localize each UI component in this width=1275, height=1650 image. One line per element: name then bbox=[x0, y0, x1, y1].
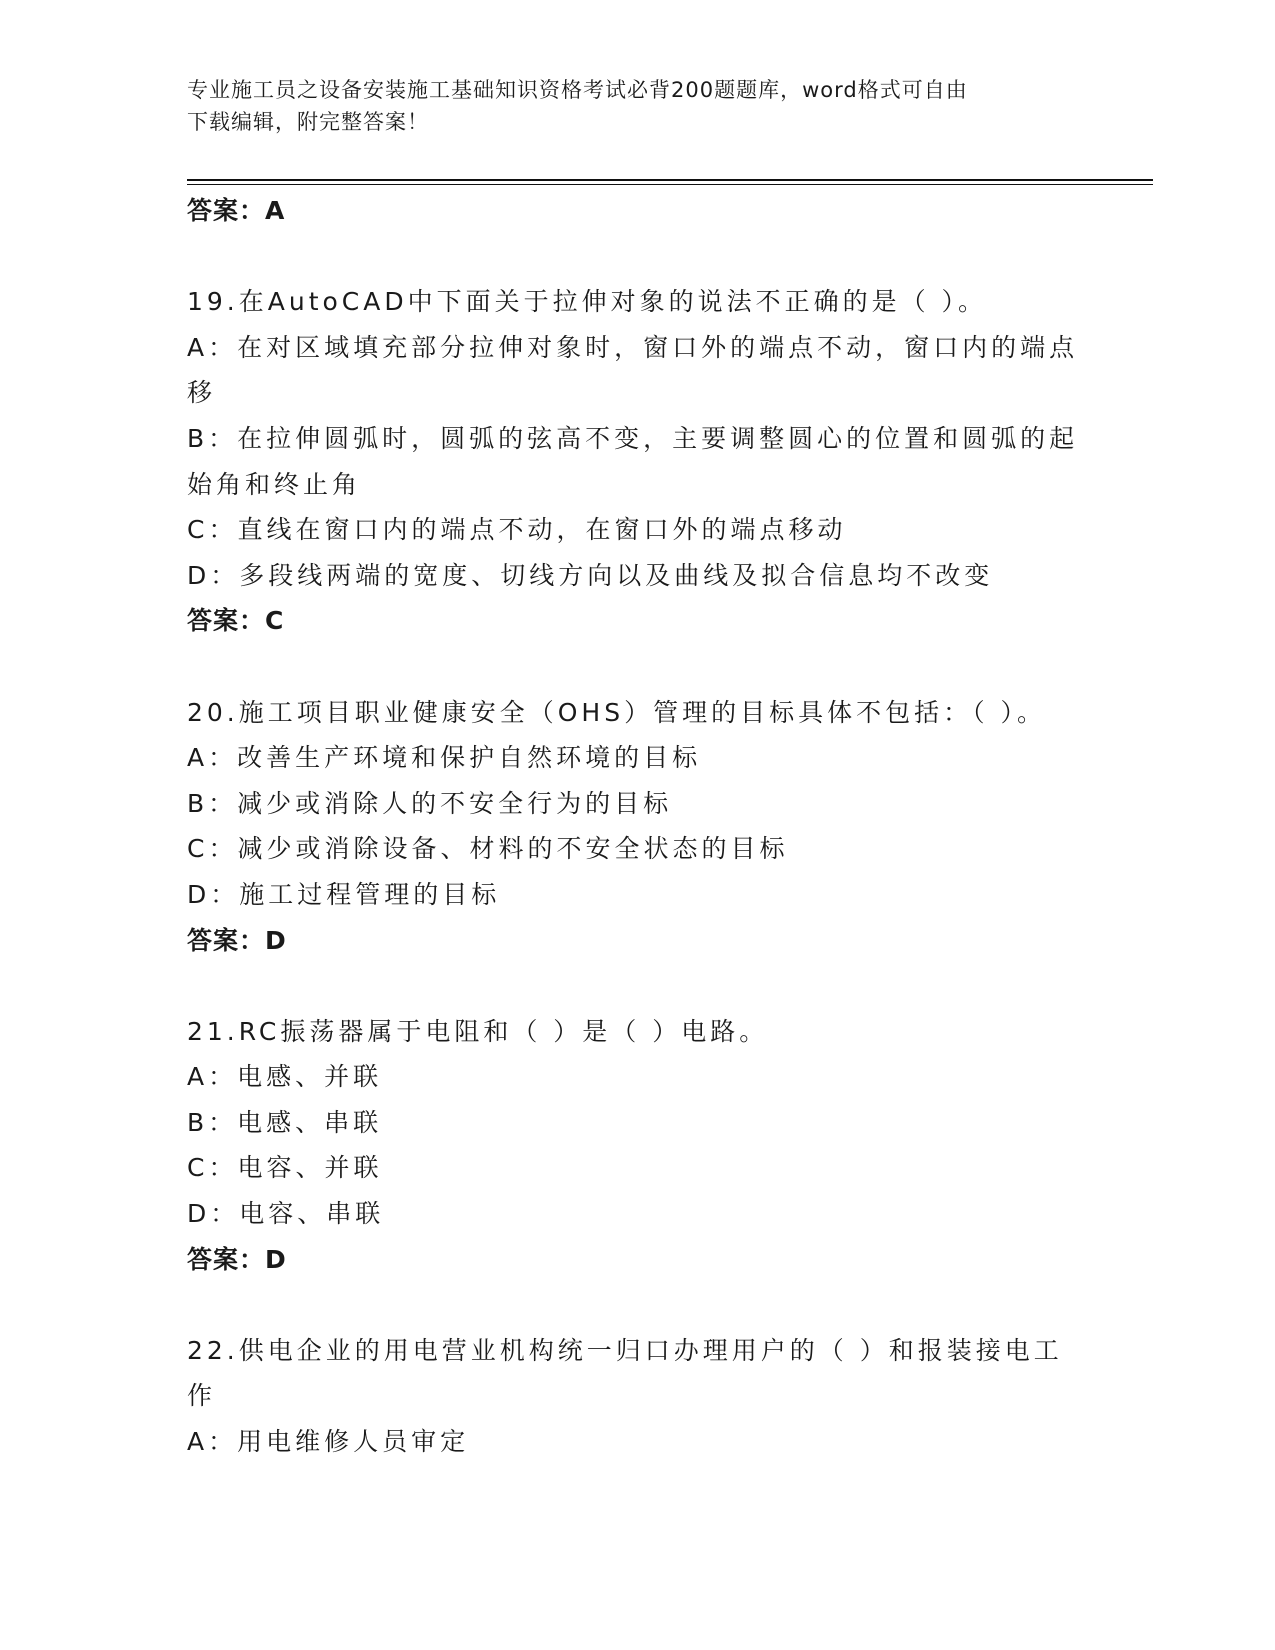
question-19 bbox=[187, 279, 1087, 644]
header-rule-thin bbox=[187, 184, 1153, 185]
question-20-option-b: B：减少或消除人的不安全行为的目标 bbox=[187, 788, 673, 818]
question-22 bbox=[187, 1328, 1087, 1465]
question-19-option-b: B：在拉伸圆弧时，圆弧的弦高不变，主要调整圆心的位置和圆弧的起 bbox=[187, 423, 1079, 453]
header-line-1: 专业施工员之设备安装施工基础知识资格考试必背200题题库，word格式可自由 bbox=[187, 78, 968, 102]
header-line-2: 下载编辑，附完整答案！ bbox=[187, 110, 429, 134]
question-list bbox=[187, 188, 1087, 1465]
question-21-stem: 21.RC振荡器属于电阻和（ ）是（ ）电路。 bbox=[187, 1016, 769, 1046]
question-22-option-a: A：用电维修人员审定 bbox=[187, 1427, 470, 1457]
spacer bbox=[187, 644, 1087, 690]
question-19-stem: 19.在AutoCAD中下面关于拉伸对象的说法不正确的是（ ）。 bbox=[187, 287, 988, 317]
question-21-option-c: C：电容、并联 bbox=[187, 1153, 383, 1183]
question-20-answer: 答案：D bbox=[187, 925, 287, 955]
question-20-option-a: A：改善生产环境和保护自然环境的目标 bbox=[187, 743, 702, 773]
question-19-option-d: D：多段线两端的宽度、切线方向以及曲线及拟合信息均不改变 bbox=[187, 560, 994, 590]
question-21-option-b: B：电感、串联 bbox=[187, 1107, 383, 1137]
spacer bbox=[187, 234, 1087, 280]
spacer bbox=[187, 963, 1087, 1009]
question-21-answer: 答案：D bbox=[187, 1244, 287, 1274]
question-20 bbox=[187, 690, 1087, 964]
question-20-option-d: D：施工过程管理的目标 bbox=[187, 879, 501, 909]
question-21-option-d: D：电容、串联 bbox=[187, 1199, 385, 1229]
question-22-stem: 22.供电企业的用电营业机构统一归口办理用户的（ ）和报装接电工 bbox=[187, 1335, 1063, 1365]
question-22-stem-cont: 作 bbox=[187, 1381, 217, 1411]
question-19-option-c: C：直线在窗口内的端点不动，在窗口外的端点移动 bbox=[187, 515, 847, 545]
question-19-option-b-cont: 始角和终止角 bbox=[187, 469, 362, 499]
page-header bbox=[187, 74, 1067, 138]
question-21-option-a: A：电感、并联 bbox=[187, 1062, 383, 1092]
question-19-option-a-cont: 移 bbox=[187, 378, 217, 408]
header-rule-thick bbox=[187, 179, 1153, 181]
question-20-stem: 20.施工项目职业健康安全（OHS）管理的目标具体不包括：（ ）。 bbox=[187, 697, 1047, 727]
question-19-option-a: A：在对区域填充部分拉伸对象时，窗口外的端点不动，窗口内的端点 bbox=[187, 332, 1079, 362]
spacer bbox=[187, 1282, 1087, 1328]
answer-18: 答案：A bbox=[187, 196, 286, 225]
question-19-answer: 答案：C bbox=[187, 606, 285, 636]
question-21 bbox=[187, 1009, 1087, 1283]
question-20-option-c: C：减少或消除设备、材料的不安全状态的目标 bbox=[187, 834, 789, 864]
